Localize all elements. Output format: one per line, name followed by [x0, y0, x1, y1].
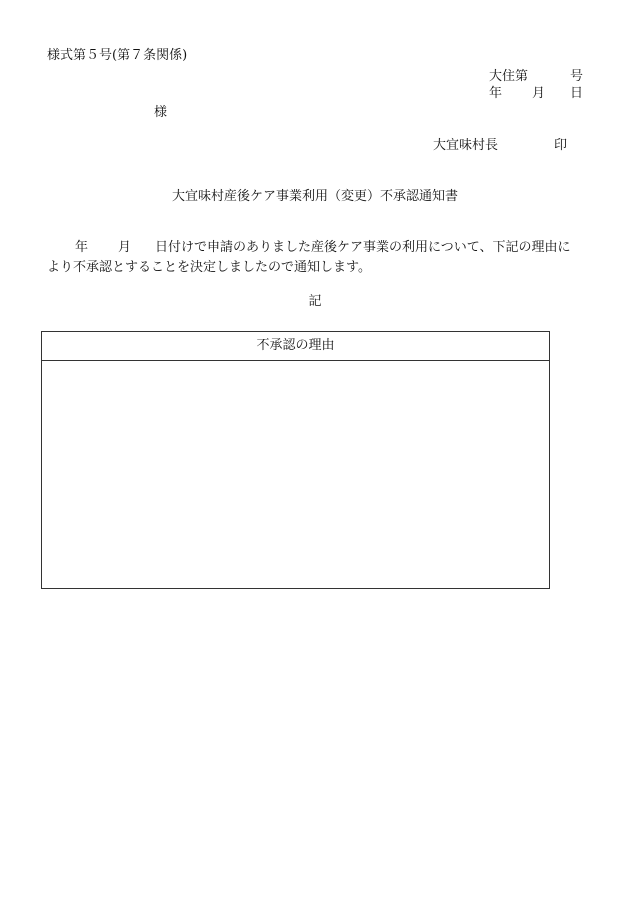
- document-number-suffix: 号: [570, 69, 584, 84]
- addressee-honorific: 様: [154, 105, 168, 120]
- body-year-label: 年: [75, 240, 89, 255]
- reason-table-header: 不承認の理由: [42, 332, 549, 361]
- date-day-label: 日: [570, 86, 584, 101]
- form-number-label: 様式第５号(第７条関係): [47, 48, 188, 63]
- document-title: 大宜味村産後ケア事業利用（変更）不承認通知書: [171, 189, 458, 204]
- reason-table-content[interactable]: [42, 361, 549, 588]
- ki-mark: 記: [308, 294, 322, 309]
- date-month-label: 月: [532, 86, 546, 101]
- issuer-title: 大宜味村長: [433, 138, 499, 153]
- body-text-line-1: 日付けで申請のありました産後ケア事業の利用について、下記の理由に: [155, 240, 571, 255]
- body-month-label: 月: [118, 240, 132, 255]
- body-text-line-2: より不承認とすることを決定しましたので通知します。: [47, 260, 371, 275]
- document-number-prefix: 大住第: [489, 69, 529, 84]
- date-year-label: 年: [489, 86, 503, 101]
- seal-mark: 印: [554, 138, 568, 153]
- reason-table: [41, 331, 550, 589]
